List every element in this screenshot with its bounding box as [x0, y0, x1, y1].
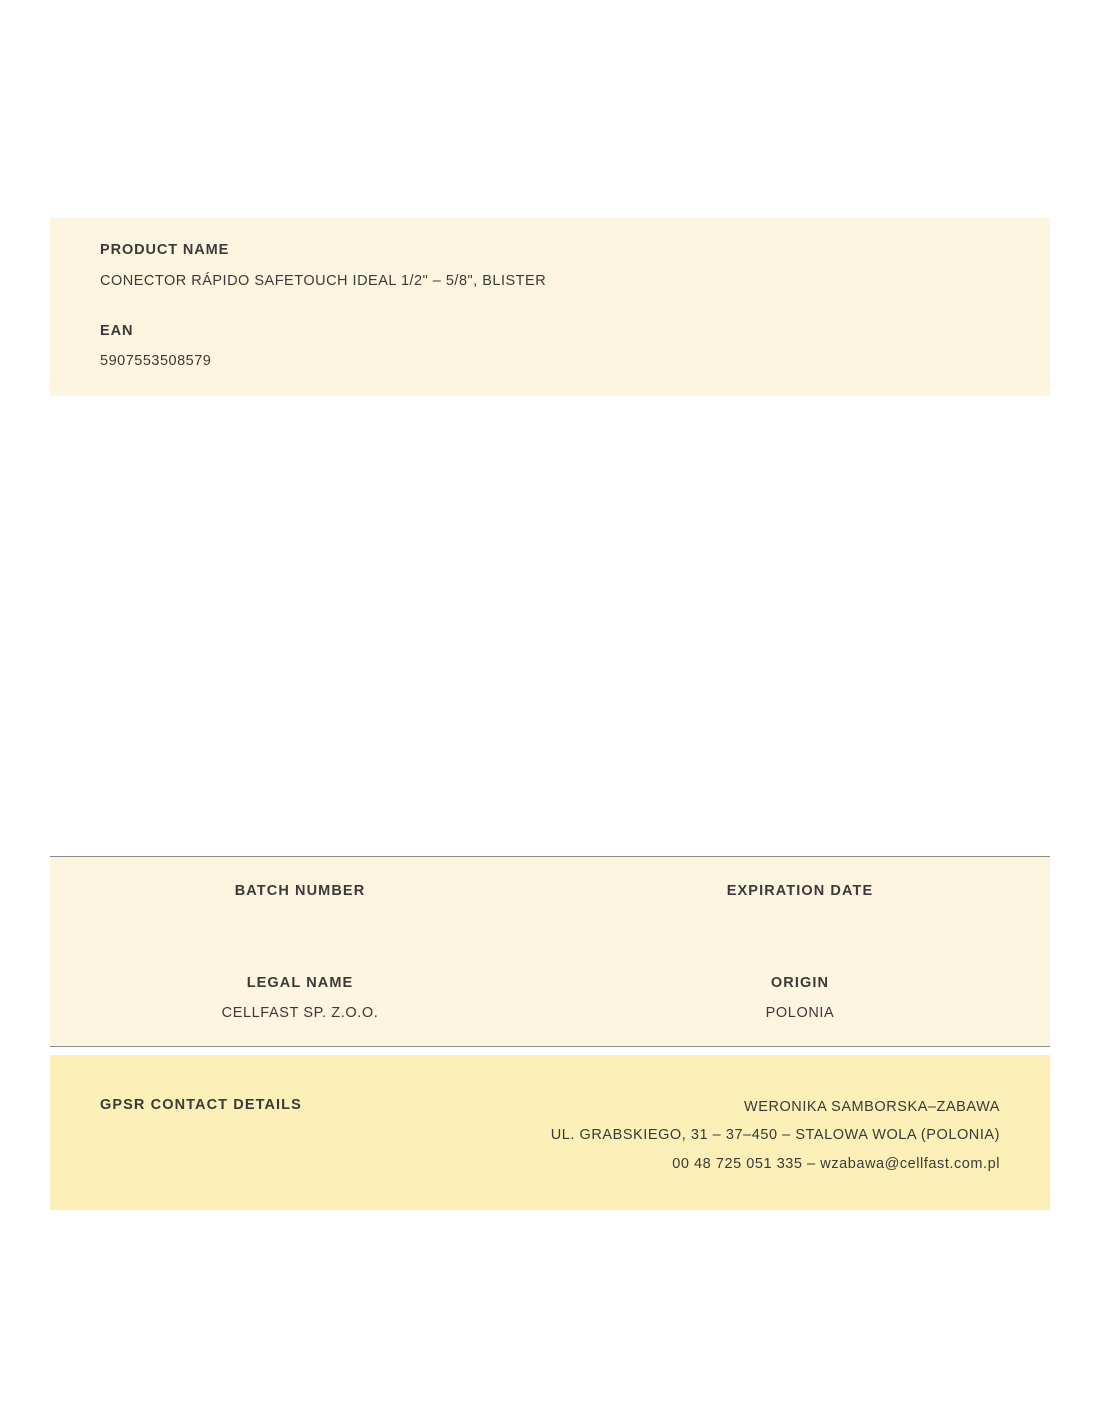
legal-name-label: LEGAL NAME — [246, 974, 354, 991]
product-name-value: CONECTOR RÁPIDO SAFETOUCH IDEAL 1/2" – 5/8", BLISTER — [100, 272, 547, 289]
expiration-date-value — [570, 911, 1030, 931]
origin-value: POLONIA — [765, 1004, 835, 1021]
gpsr-contact-panel — [50, 1055, 1050, 1210]
gpsr-contact-label: GPSR CONTACT DETAILS — [100, 1097, 302, 1113]
gpsr-contact-address: UL. GRABSKIEGO, 31 – 37–450 – STALOWA WOLA (POLONIA) — [550, 1127, 1000, 1144]
origin-cell — [550, 973, 1050, 1025]
ean-label: EAN — [100, 322, 134, 339]
details-row-legal — [50, 973, 1050, 1025]
ean-value: 5907553508579 — [100, 353, 212, 370]
product-name-label: PRODUCT NAME — [100, 242, 230, 258]
gpsr-contact-phone-email: 00 48 725 051 335 – wzabawa@cellfast.com.pl — [672, 1155, 1000, 1172]
gpsr-contact-details — [551, 1093, 1000, 1178]
product-name-field — [50, 240, 1050, 293]
gpsr-contact-person: WERONIKA SAMBORSKA–ZABAWA — [743, 1099, 1000, 1115]
blank-content-area — [50, 396, 1050, 856]
expiration-date-label: EXPIRATION DATE — [726, 883, 874, 899]
batch-number-cell — [50, 881, 550, 931]
origin-label: ORIGIN — [770, 974, 830, 991]
product-info-panel — [50, 218, 1050, 404]
ean-field — [50, 321, 1050, 374]
expiration-date-cell — [550, 881, 1050, 931]
legal-name-cell — [50, 973, 550, 1025]
product-details-panel — [50, 856, 1050, 1047]
batch-number-value — [70, 911, 530, 931]
batch-number-label: BATCH NUMBER — [234, 883, 366, 899]
details-row-batch — [50, 881, 1050, 931]
legal-name-value: CELLFAST SP. Z.O.O. — [221, 1004, 379, 1021]
